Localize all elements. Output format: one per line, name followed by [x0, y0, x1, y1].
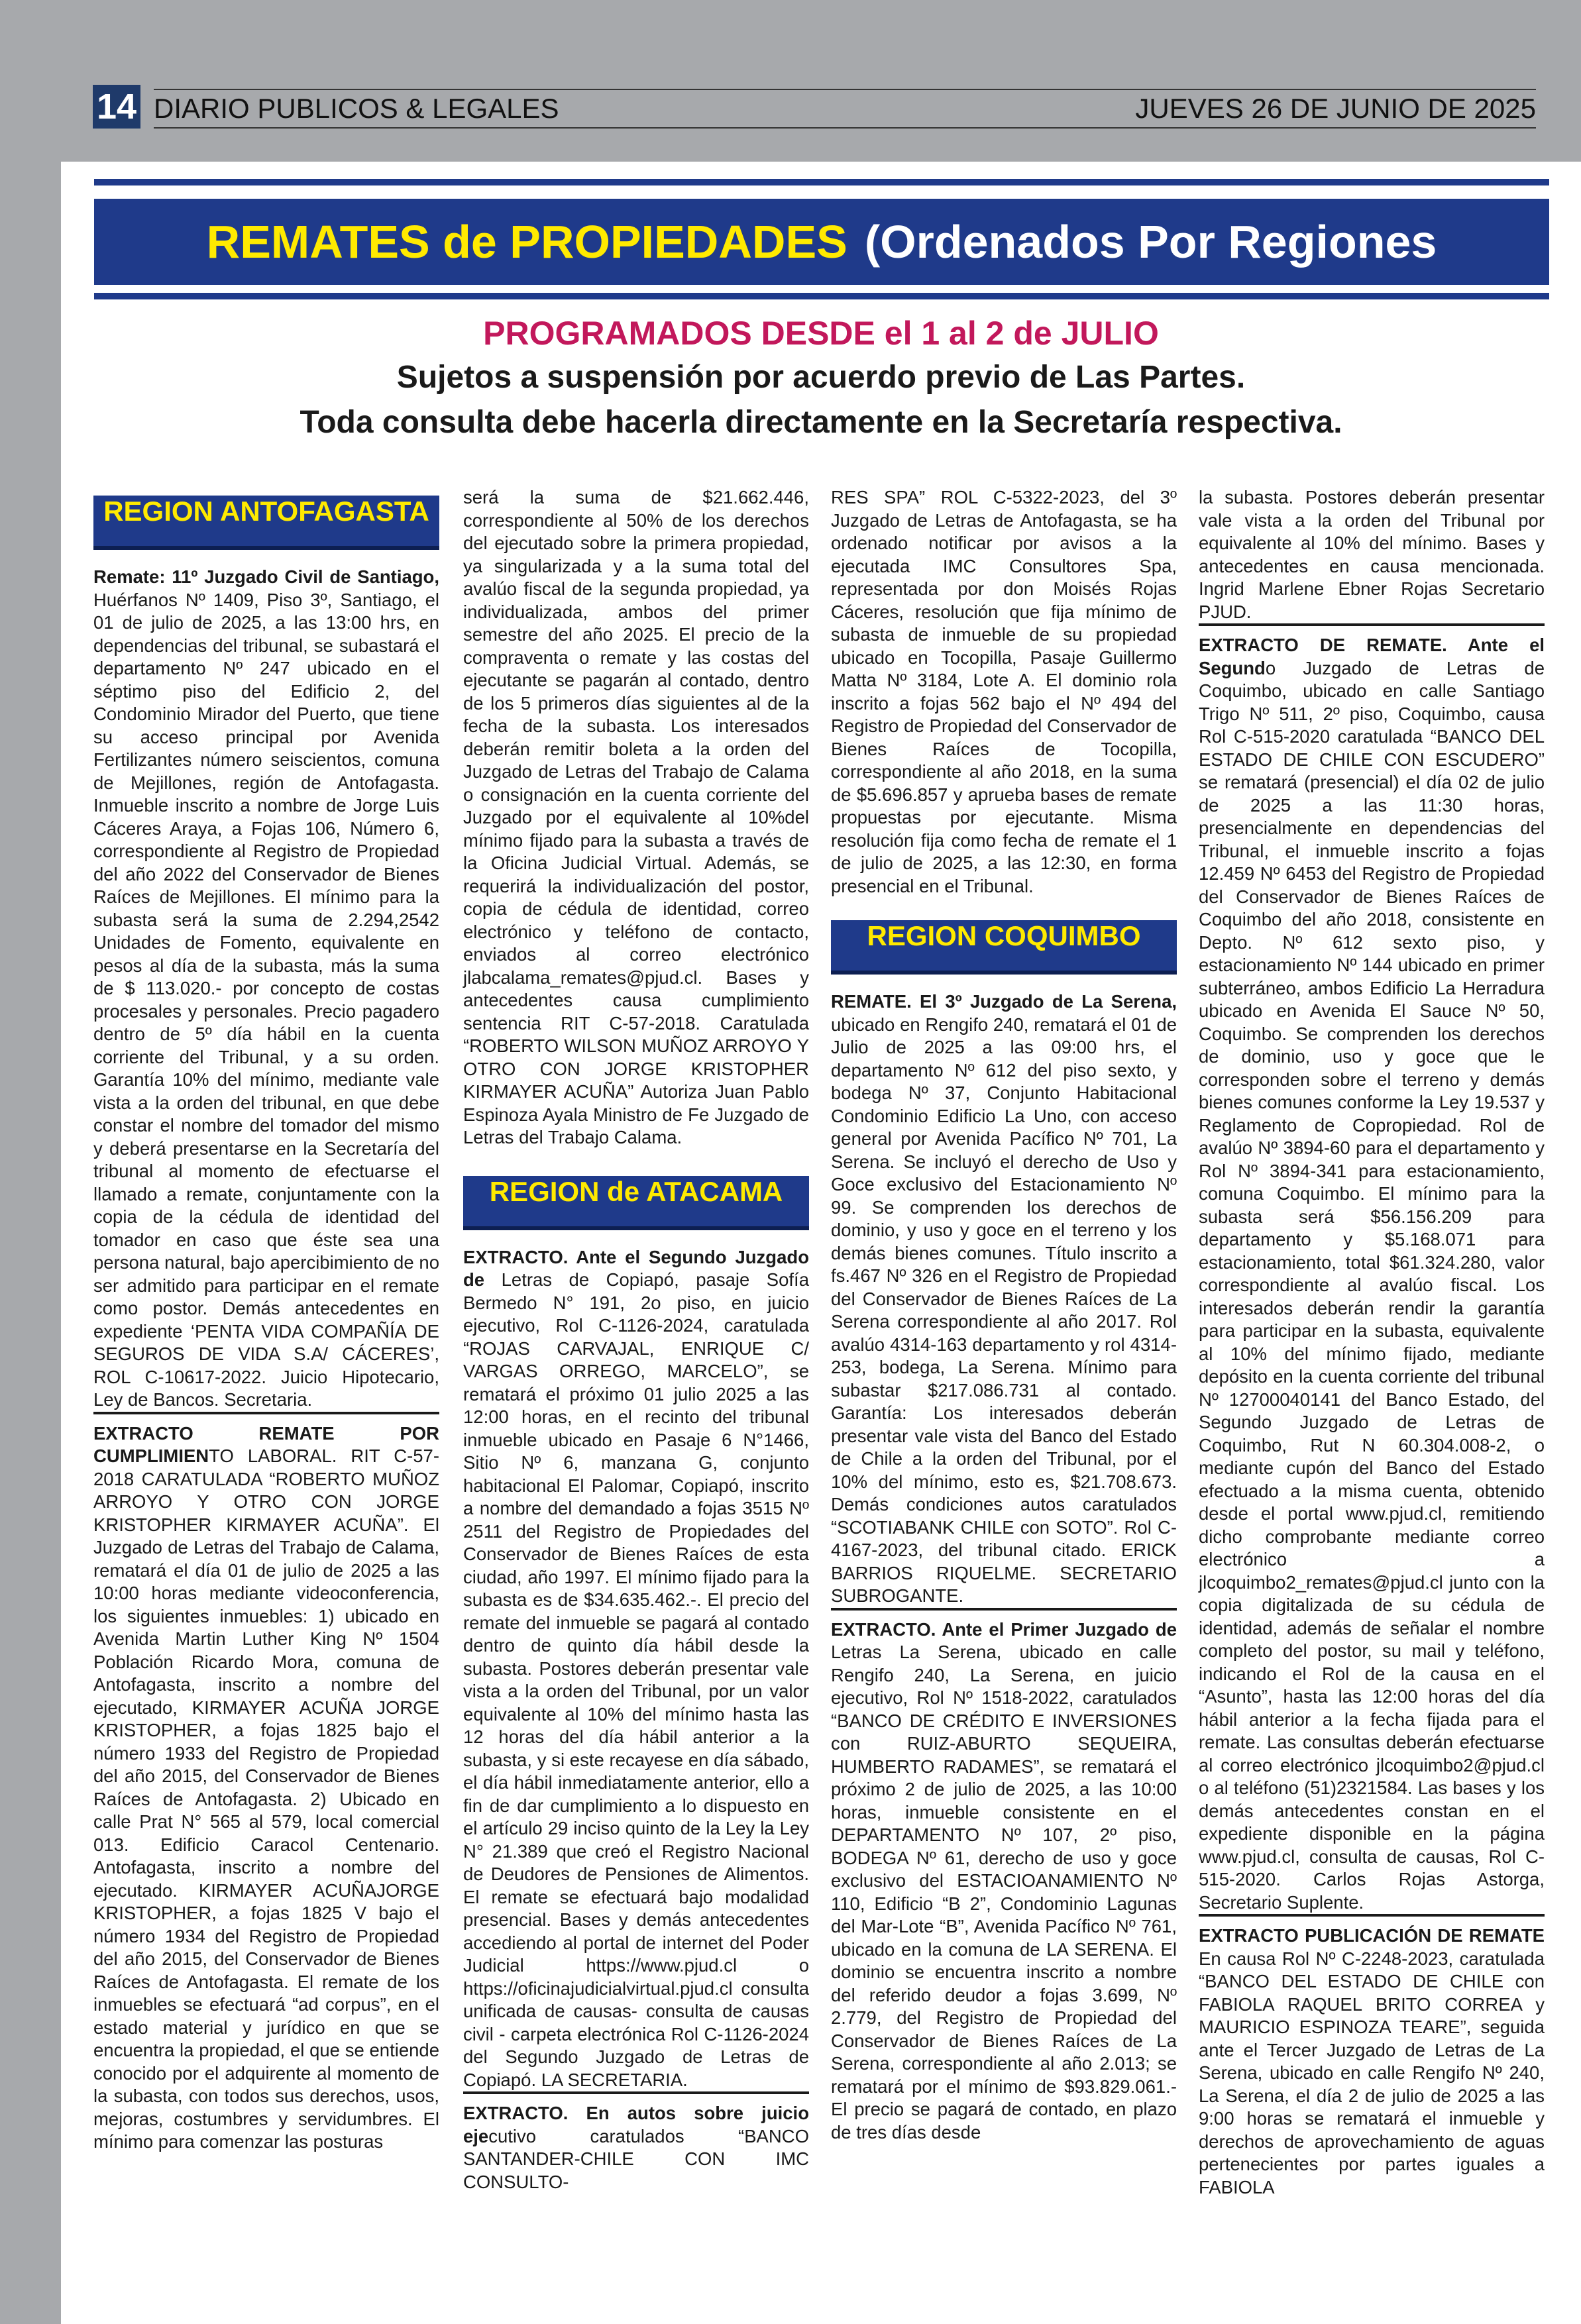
notice-banco-santander-imc [463, 2091, 809, 2193]
banner-title-sub: (Ordenados Por Regiones [864, 216, 1437, 268]
notice-lead: EXTRACTO REMATE POR CUMPLIMIEN [93, 1422, 439, 1466]
region-header-antofagasta: REGION ANTOFAGASTA [93, 496, 439, 550]
notice-lead: EXTRACTO. En autos sobre juicio eje [463, 2103, 809, 2146]
column-3 [831, 486, 1177, 2144]
notice-segundo-juzgado-coquimbo [1199, 623, 1545, 1914]
banner-title [94, 199, 1549, 285]
section-banner [94, 179, 1549, 305]
notice-primer-juzgado-la-serena [831, 1608, 1177, 2144]
notice-remate-laboral-calama-continued: será la suma de $21.662.446, correspondiente al 50% de los derechos del ejecutado sobre la primera propiedad, ya singularizada y a la suma total del avalúo fiscal de la segunda propiedad, ya individualizada, ambos del primer semestre del año 2025. El precio de la compraventa o remate y las costas del ejecutante se pagarán al contado, dentro de los 5 primeros días siguientes al de la fecha de la subasta. Los interesados deberán remitir boleta a la orden del Juzgado de Letras del Trabajo de Calama o consignación en la cuenta corriente del Juzgado por el equivalente al 10%del mínimo fijado para la subasta a través de la Oficina Judicial Virtual. Además, se requerirá la individualización del postor, copia de cédula de identidad, correo electrónico y teléfono de contacto, enviados al correo electrónico jlabcalama_remates@pjud.cl. Bases y antecedentes causa cumplimiento sentencia RIT C-57-2018. Caratulada “ROBERTO WILSON MUÑOZ ARROYO Y OTRO CON JORGE KRISTOPHER KIRMAYER ACUÑA” Autoriza Juan Pablo Espinoza Ayala Ministro de Fe Juzgado de Letras del Trabajo Calama. [463, 487, 809, 1147]
notice-body: TO LABORAL. RIT C-57-2018 CARATULADA “ROBERTO MUÑOZ ARROYO Y OTRO CON JORGE KRISTOPHER KIRMAYER ACUÑA”. El Juzgado de Letras del Trabajo de Calama, rematará el día 01 de julio de 2025 a las 10:00 horas mediante videoconferencia, los siguientes inmuebles: 1) ubicado en Avenida Martin Luther King Nº 1504 Población Ricardo Mora, comuna de Antofagasta, inscrito a nombre del ejecutado, KIRMAYER ACUÑA JORGE KRISTOPHER, a fojas 1825 bajo el número 1933 del Registro de Propiedad del año 2015, del Conservador de Bienes Raíces de Antofagasta. 2) Ubicado en calle Prat N° 565 al 579, local comercial 013. Edificio Caracol Centenario. Antofagasta, inscrito a nombre del ejecutado. KIRMAYER ACUÑAJORGE KRISTOPHER, a fojas 1825 V bajo el número 1934 del Registro de Propiedad del año 2015, del Conservador de Bienes Raíces de Antofagasta. El remate de los inmuebles se efectuará “ad corpus”, en el estado material y jurídico en que se encuentra la propiedad, el que se entiende conocido por el adquirente al momento de la subasta, con todos sus derechos, usos, mejoras, costumbres y servidumbres. El mínimo para comenzar las posturas [93, 1446, 439, 2152]
notice-banco-santander-imc-continued: RES SPA” ROL C-5322-2023, del 3º Juzgado de Letras de Antofagasta, se ha ordenado notificar por avisos a la ejecutada IMC Consultores Spa, representada por don Moisés Rojas Cáceres, resolución que fija mínimo de subasta de inmueble de su propiedad ubicado en Tocopilla, Pasaje Guillermo Matta Nº 3184, Lote A. El dominio rola inscrito a fojas 562 bajo el Nº 494 del Registro de Propiedad del Conservador de Bienes Raíces de Tocopilla, correspondiente al año 2018, en la suma de $5.696.857 y aprueba bases de remate propuestas por ejecutante. Misma resolución fija como fecha de remate el 1 de julio de 2025, a las 12:30, en forma presencial en el Tribunal. [831, 487, 1177, 896]
notice-segundo-juzgado-copiapo [463, 1246, 809, 2092]
publication-name: DIARIO PUBLICOS & LEGALES [154, 93, 559, 124]
region-header-atacama: REGION de ATACAMA [463, 1176, 809, 1230]
notice-lead: EXTRACTO DE REMATE. Ante el Segund [1199, 635, 1545, 678]
notice-lead: EXTRACTO. Ante el Primer Juzgado de [831, 1618, 1177, 1640]
notice-lead: Remate: 11º Juzgado Civil de Santiago, [93, 566, 439, 587]
schedule-heading: PROGRAMADOS DESDE el 1 al 2 de JULIO [483, 315, 1159, 352]
banner-bar-bottom [94, 293, 1549, 299]
banner-title-main: REMATES de PROPIEDADES [206, 216, 847, 268]
notice-primer-juzgado-la-serena-continued: la subasta. Postores deberán presentar vale vista a la orden del Tribunal por equivalente al 10% del mínimo. Bases y antecedentes en causa mencionada. Ingrid Marlene Ebner Rojas Secretario PJUD. [1199, 487, 1545, 622]
notice-3-juzgado-la-serena [831, 990, 1177, 1608]
notice-lead: EXTRACTO PUBLICACIÓN DE REMATE [1199, 1925, 1545, 1946]
notice-body: En causa Rol Nº C-2248-2023, caratulada “BANCO DEL ESTADO DE CHILE con FABIOLA RAQUEL BRITO CORREA y MAURICIO ESPINOZA TEARE”, seguida ante el Tercer Juzgado de Letras de La Serena, ubicado en calle Rengifo Nº 240, La Serena, el día 2 de julio de 2025 a las 9:00 horas se rematará el inmueble y derechos de aprovechamiento de aguas pertenecientes por partes iguales a FABIOLA [1199, 1948, 1545, 2197]
column-4 [1199, 486, 1545, 2199]
page-number: 14 [93, 85, 140, 129]
notice-body: Huérfanos Nº 1409, Piso 3º, Santiago, el 01 de julio de 2025, a las 13:00 hrs, en dependencias del tribunal, se subastará el departamento Nº 247 ubicado en el séptimo piso del Edificio 2, del Condominio Mirador del Puerto, que tiene su acceso principal por Avenida Fertilizantes número seiscientos, comuna de Mejillones, región de Antofagasta. Inmueble inscrito a nombre de Jorge Luis Cáceres Araya, a Fojas 106, Número 6, correspondiente al Registro de Propiedad del año 2022 del Conservador de Bienes Raíces de Mejillones. El mínimo para la subasta será la suma de 2.294,2542 Unidades de Fomento, equivalente en pesos al día de la subasta, más la suma de $ 113.020.- por concepto de costas procesales y personales. Precio pagadero dentro de 5º día hábil en la cuenta corriente del Tribunal, y a su orden. Garantía 10% del mínimo, mediante vale vista a la orden del tribunal, en que debe constar el nombre del tomador del mismo y deberá presentarse en la Secretaría del tribunal al momento de efectuarse el llamado a remate, conjuntamente con la copia de la cédula de identidad del tomador en caso que éste sea una persona natural, bajo apercibimiento de no ser admitido para participar en el remate como postor. Demás antecedentes en expediente ‘PENTA VIDA COMPAÑÍA DE SEGUROS DE VIDA S.A/ CÁCERES’, ROL C-10617-2022. Juicio Hipotecario, Ley de Bancos. Secretaria. [93, 589, 439, 1410]
notice-body: ubicado en Rengifo 240, rematará el 01 de Julio de 2025 a las 09:00 hrs, el departamento Nº 612 del piso sexto, y bodega Nº 37, Conjunto Habitacional Condominio Edificio La Uno, con acceso general por Avenida Pacífico Nº 701, La Serena. Se incluyó el derecho de Uso y Goce exclusivo del Estacionamiento Nº 99. Se comprenden los derechos de dominio, y uso y goce en el terreno y los demás bienes comunes. Título inscrito a fs.467 Nº 326 en el Registro de Propiedad del Conservador de Bienes Raíces de La Serena correspondiente al año 2017. Rol avalúo 4314-163 departamento y rol 4314-253, bodega, La Serena. Mínimo para subastar $217.086.731 al contado. Garantía: Los interesados deberán presentar vale vista del Banco del Estado de Chile a la orden del Tribunal, por el 10% del mínimo, esto es, $21.708.673. Demás condiciones autos caratulados “SCOTIABANK CHILE con SOTO”. Rol C-4167-2023, del tribunal citado. ERICK BARRIOS RIQUELME. SECRETARIO SUBROGANTE. [831, 1014, 1177, 1606]
column-1 [93, 486, 439, 2154]
notice-remate-laboral-calama [93, 1412, 439, 2154]
masthead [93, 85, 1536, 129]
notice-tercer-juzgado-la-serena [1199, 1914, 1545, 2199]
publication-date: JUEVES 26 DE JUNIO DE 2025 [1135, 93, 1536, 124]
notice-lead: EXTRACTO. Ante el Segundo Juzgado de [463, 1246, 809, 1290]
suspension-note: Sujetos a suspensión por acuerdo previo de Las Partes. [396, 360, 1246, 395]
notice-body: o Juzgado de Letras de Coquimbo, ubicado en calle Santiago Trigo Nº 511, 2º piso, Coquimbo, causa Rol C-515-2020 caratulada “BANCO DEL ESTADO DE CHILE CON ESCUDERO” se rematará (presencial) el día 02 de julio de 2025 a las 11:30 horas, presencialmente en dependencias del Tribunal, el inmueble inscrito a fojas 12.459 Nº 6453 del Registro de Propiedad del Conservador de Bienes Raíces de Coquimbo del año 2018, consistente en Depto. Nº 612 sexto piso, y estacionamiento Nº 144 ubicado en primer subterráneo, ambos Edificio La Herradura ubicado en Avenida El Sauce Nº 50, Coquimbo. Se comprenden los derechos de dominio, uso y goce que le corresponden sobre el terreno y demás bienes comunes conforme la Ley 19.537 y Reglamento de Copropiedad. Rol de avalúo Nº 3894-60 para el departamento y Rol Nº 3894-341 para estacionamiento, comuna Coquimbo. El mínimo para la subasta será $56.156.209 para departamento y $5.168.071 para estacionamiento, total $61.324.280, valor correspondiente al avalúo fiscal. Los interesados deberán rendir la garantía para participar en la subasta, equivalente al 10% del mínimo fijado, mediante depósito en la cuenta corriente del tribunal Nº 12700040141 del Banco Estado, del Segundo Juzgado de Letras de Coquimbo, Rut N 60.304.008-2, o mediante cupón del Banco del Estado efectuado a la misma cuenta, obtenido desde el portal www.pjud.cl, remitiendo dicho comprobante mediante correo electrónico a jlcoquimbo2_remates@pjud.cl junto con la copia digitalizada de su cédula de identidad, además de señalar el nombre completo del postor, su mail y teléfono, indicando el Rol de la causa en el “Asunto”, hasta las 12:00 horas del día hábil anterior a la fecha fijada para el remate. Las consultas deberán efectuarse al correo electrónico jlcoquimbo2@pjud.cl o al teléfono (51)2321584. Las bases y los demás antecedentes constan en el expediente disponible en la página www.pjud.cl, consulta de causas, Rol C-515-2020. Carlos Rojas Astorga, Secretario Suplente. [1199, 657, 1545, 1913]
column-2 [463, 486, 809, 2193]
notice-11-juzgado-santiago [93, 566, 439, 1412]
notice-body: Letras La Serena, ubicado en calle Rengifo 240, La Serena, en juicio ejecutivo, Rol Nº 1518-2022, caratulados “BANCO DE CRÉDITO E INVERSIONES con RUIZ-ABURTO SEQUEIRA, HUMBERTO RADAMES”, se rematará el próximo 2 de julio de 2025, a las 10:00 horas, inmueble consistente en el DEPARTAMENTO Nº 107, 2º piso, BODEGA Nº 61, derecho de uso y goce exclusivo del ESTACIOANAMIENTO Nº 110, Edificio “B 2”, Condominio Lagunas del Mar-Lote “B”, Avenida Pacífico Nº 761, ubicado en la comuna de LA SERENA. El dominio se encuentra inscrito a nombre del referido deudor a fojas 3.699, Nº 2.779, del Registro de Propiedad del Conservador de Bienes Raíces de La Serena, correspondiente al año 2.013; se rematará por el mínimo de $93.829.061.- El precio se pagará de contado, en plazo de tres días desde [831, 1642, 1177, 2142]
notice-body: Letras de Copiapó, pasaje Sofía Bermedo N° 191, 2o piso, en juicio ejecutivo, Rol C-1126-2024, caratulada “ROJAS CARVAJAL, ENRIQUE C/ VARGAS ORREGO, MARCELO”, se rematará el próximo 01 julio 2025 a las 12:00 horas, en el recinto del tribunal inmueble ubicado en Pasaje 6 N°1466, Sitio Nº 6, manzana G, conjunto habitacional El Palomar, Copiapó, inscrito a nombre del demandado a fojas 3515 Nº 2511 del Registro de Propiedades del Conservador de Bienes Raíces de esta ciudad, año 1997. El mínimo fijado para la subasta es de $34.635.462.-. El precio del remate del inmueble se pagará al contado dentro de quinto día hábil desde la subasta. Postores deberán presentar vale vista a la orden del Tribunal, por un valor equivalente al 10% del mínimo hasta las 12 horas del día hábil anterior a la subasta, y si este recayese en día sábado, el día hábil inmediatamente anterior, ello a fin de dar cumplimiento a lo dispuesto en el artículo 29 inciso quinto de la Ley la Ley N° 21.389 que creó el Registro Nacional de Deudores de Pensiones de Alimentos. El remate se efectuará bajo modalidad presencial. Bases y demás antecedentes accediendo al portal de internet del Poder Judicial https://www.pjud.cl o https://oficinajudicialvirtual.pjud.cl consulta unificada de causas- consulta de causas civil - carpeta electrónica Rol C-1126-2024 del Segundo Juzgado de Letras de Copiapó. LA SECRETARIA. [463, 1269, 809, 2090]
notice-lead: REMATE. El 3º Juzgado de La Serena, [831, 991, 1177, 1012]
region-header-coquimbo: REGION COQUIMBO [831, 920, 1177, 975]
notice-body: cutivo caratulados “BANCO SANTANDER-CHILE CON IMC CONSULTO- [463, 2125, 809, 2192]
page-sheet [61, 162, 1581, 2324]
inquiry-note: Toda consulta debe hacerla directamente en la Secretaría respectiva. [300, 405, 1342, 440]
banner-bar-top [94, 179, 1549, 185]
masthead-rule-top [154, 89, 1536, 90]
masthead-rule-bottom [154, 127, 1536, 129]
